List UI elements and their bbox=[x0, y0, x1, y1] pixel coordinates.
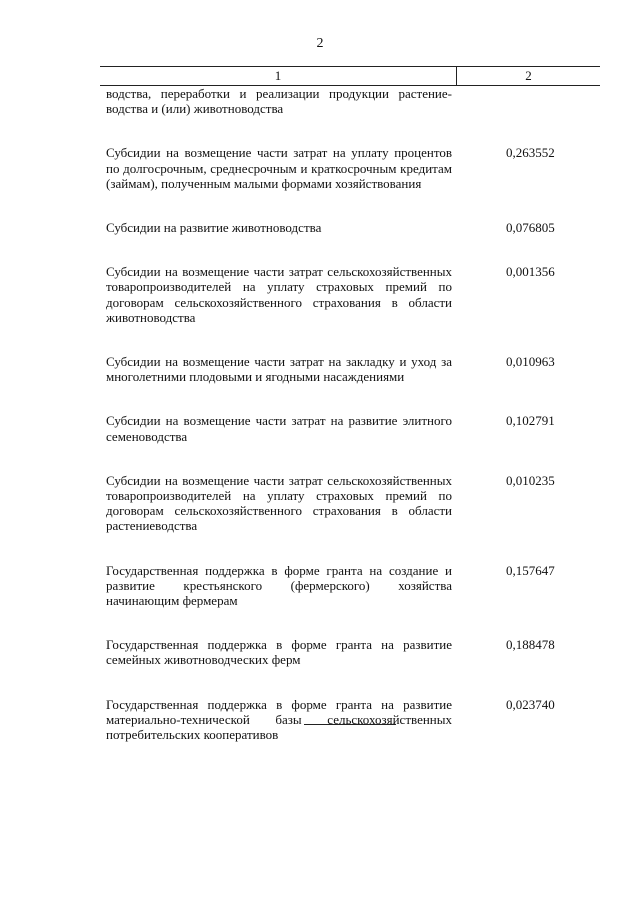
row-label: Субсидии на развитие животноводства bbox=[106, 220, 322, 236]
table-row bbox=[106, 413, 600, 443]
row-label: Субсидии на возмещение части затрат на уплату процентов по долгосрочным, среднесрочным и краткосрочным кредитам (займам), полученным малыми формами хозяйствования bbox=[106, 145, 452, 191]
row-label: Субсидии на возмещение части затрат на развитие элитного семеноводства bbox=[106, 413, 452, 444]
row-value: 0,010963 bbox=[506, 354, 555, 370]
row-label: Государственная поддержка в форме гранта на развитие материально-технической базы сельскохозяйственных потребительских кооперативов bbox=[106, 696, 452, 743]
table-row bbox=[106, 563, 600, 609]
table-row bbox=[106, 473, 600, 534]
row-value: 0,023740 bbox=[506, 696, 555, 712]
row-label: Государственная поддержка в форме гранта на создание и развитие крестьянского (фермерского) хозяйства начинающим фермерам bbox=[106, 562, 452, 609]
table-row bbox=[106, 264, 600, 325]
row-label: Субсидии на возмещение части затрат сельскохозяйственных товаропроизводителей на уплату страховых премий по договорам сельскохозяйственного страхования в области растениеводства bbox=[106, 472, 452, 534]
row-label: Субсидии на возмещение части затрат сельскохозяйственных товаропроизводителей на уплату страховых премий по договорам сельскохозяйственного страхования в области животноводства bbox=[106, 264, 452, 325]
row-value: 0,263552 bbox=[506, 145, 555, 161]
end-divider bbox=[304, 724, 396, 725]
row-value: 0,188478 bbox=[506, 637, 555, 653]
row-value: 0,010235 bbox=[506, 472, 555, 488]
row-value: 0,157647 bbox=[506, 562, 555, 578]
column-header-2: 2 bbox=[525, 68, 532, 83]
row-label: Субсидии на возмещение части затрат на закладку и уход за многолетними плодовыми и ягодными насаждениями bbox=[106, 354, 452, 385]
table-row bbox=[106, 354, 600, 384]
continuation-text: водства, переработки и реализации продукции растение-водства и (или) животноводства bbox=[106, 86, 452, 117]
row-value: 0,102791 bbox=[506, 413, 555, 429]
continuation-row bbox=[106, 86, 600, 116]
table-row bbox=[106, 220, 600, 235]
table-header bbox=[100, 66, 600, 86]
row-value: 0,076805 bbox=[506, 220, 555, 236]
column-header-1: 1 bbox=[100, 67, 457, 85]
table-row bbox=[106, 697, 600, 743]
table-body bbox=[106, 86, 600, 742]
table-row bbox=[106, 145, 600, 191]
table-row bbox=[106, 637, 600, 667]
page-number: 2 bbox=[316, 36, 324, 51]
row-value: 0,001356 bbox=[506, 264, 555, 280]
row-label: Государственная поддержка в форме гранта на развитие семейных животноводческих ферм bbox=[106, 637, 452, 668]
